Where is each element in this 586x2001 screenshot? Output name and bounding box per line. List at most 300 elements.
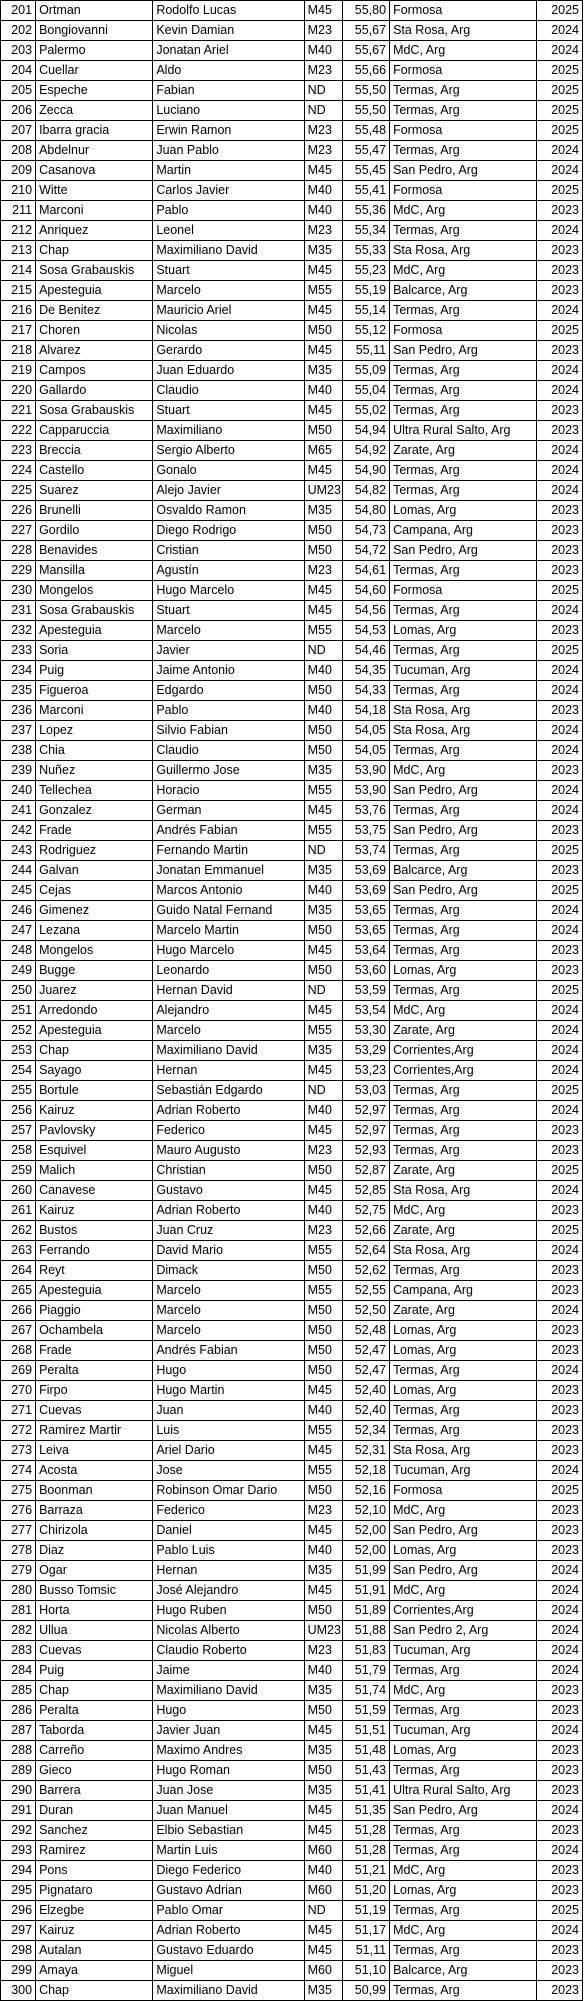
table-row <box>1 681 583 701</box>
year-cell: 2024 <box>536 1001 582 1021</box>
year-cell: 2024 <box>536 1641 582 1661</box>
rank-cell: 236 <box>1 701 36 721</box>
location-cell: Termas, Arg <box>390 381 537 401</box>
year-cell: 2025 <box>536 1221 582 1241</box>
location-cell: Lomas, Arg <box>390 501 537 521</box>
name-cell: Maximiliano David <box>153 1041 304 1061</box>
location-cell: Ultra Rural Salto, Arg <box>390 1781 537 1801</box>
table-row <box>1 961 583 981</box>
location-cell: Sta Rosa, Arg <box>390 721 537 741</box>
category-cell: M40 <box>304 1541 342 1561</box>
category-cell: ND <box>304 81 342 101</box>
name-cell: Adrian Roberto <box>153 1101 304 1121</box>
name-cell: Silvio Fabian <box>153 721 304 741</box>
location-cell: Lomas, Arg <box>390 961 537 981</box>
category-cell: M45 <box>304 581 342 601</box>
rank-cell: 278 <box>1 1541 36 1561</box>
year-cell: 2024 <box>536 41 582 61</box>
location-cell: MdC, Arg <box>390 201 537 221</box>
year-cell: 2023 <box>536 1281 582 1301</box>
name-cell: Sergio Alberto <box>153 441 304 461</box>
location-cell: MdC, Arg <box>390 1681 537 1701</box>
name-cell: Leonardo <box>153 961 304 981</box>
category-cell: M55 <box>304 1241 342 1261</box>
year-cell: 2023 <box>536 941 582 961</box>
table-row <box>1 1661 583 1681</box>
surname-cell: Taborda <box>36 1721 153 1741</box>
table-row <box>1 1381 583 1401</box>
surname-cell: Puig <box>36 661 153 681</box>
year-cell: 2023 <box>536 1881 582 1901</box>
surname-cell: Sosa Grabauskis <box>36 401 153 421</box>
name-cell: Stuart <box>153 601 304 621</box>
mark-cell: 52,18 <box>342 1461 389 1481</box>
rank-cell: 289 <box>1 1761 36 1781</box>
location-cell: Termas, Arg <box>390 601 537 621</box>
location-cell: Termas, Arg <box>390 1761 537 1781</box>
category-cell: M35 <box>304 501 342 521</box>
location-cell: San Pedro, Arg <box>390 821 537 841</box>
mark-cell: 52,87 <box>342 1161 389 1181</box>
mark-cell: 53,74 <box>342 841 389 861</box>
table-row <box>1 481 583 501</box>
category-cell: UM23 <box>304 1621 342 1641</box>
category-cell: M35 <box>304 1981 342 2001</box>
mark-cell: 52,66 <box>342 1221 389 1241</box>
category-cell: M65 <box>304 441 342 461</box>
name-cell: Gustavo Adrian <box>153 1881 304 1901</box>
location-cell: San Pedro, Arg <box>390 781 537 801</box>
name-cell: Guillermo Jose <box>153 761 304 781</box>
category-cell: M45 <box>304 461 342 481</box>
location-cell: Termas, Arg <box>390 1841 537 1861</box>
table-row <box>1 341 583 361</box>
table-row <box>1 1261 583 1281</box>
mark-cell: 53,60 <box>342 961 389 981</box>
location-cell: Termas, Arg <box>390 401 537 421</box>
mark-cell: 52,47 <box>342 1361 389 1381</box>
year-cell: 2024 <box>536 921 582 941</box>
surname-cell: Capparuccia <box>36 421 153 441</box>
name-cell: Hugo Roman <box>153 1761 304 1781</box>
rank-cell: 228 <box>1 541 36 561</box>
table-row <box>1 1941 583 1961</box>
surname-cell: Espeche <box>36 81 153 101</box>
category-cell: M23 <box>304 61 342 81</box>
category-cell: M55 <box>304 1461 342 1481</box>
name-cell: Elbio Sebastian <box>153 1821 304 1841</box>
rank-cell: 208 <box>1 141 36 161</box>
table-row <box>1 1101 583 1121</box>
location-cell: Campana, Arg <box>390 1281 537 1301</box>
location-cell: Sta Rosa, Arg <box>390 1241 537 1261</box>
surname-cell: Rodriguez <box>36 841 153 861</box>
location-cell: Zarate, Arg <box>390 1161 537 1181</box>
rank-cell: 268 <box>1 1341 36 1361</box>
rank-cell: 225 <box>1 481 36 501</box>
year-cell: 2023 <box>536 401 582 421</box>
mark-cell: 52,10 <box>342 1501 389 1521</box>
location-cell: Sta Rosa, Arg <box>390 701 537 721</box>
surname-cell: Reyt <box>36 1261 153 1281</box>
year-cell: 2024 <box>536 21 582 41</box>
surname-cell: Acosta <box>36 1461 153 1481</box>
location-cell: MdC, Arg <box>390 1921 537 1941</box>
rank-cell: 207 <box>1 121 36 141</box>
surname-cell: Pavlovsky <box>36 1121 153 1141</box>
table-row <box>1 81 583 101</box>
table-row <box>1 361 583 381</box>
mark-cell: 51,28 <box>342 1821 389 1841</box>
name-cell: Marcelo <box>153 1021 304 1041</box>
mark-cell: 55,12 <box>342 321 389 341</box>
name-cell: Hugo <box>153 1361 304 1381</box>
table-row <box>1 421 583 441</box>
rank-cell: 247 <box>1 921 36 941</box>
surname-cell: Gonzalez <box>36 801 153 821</box>
name-cell: Hernan <box>153 1061 304 1081</box>
category-cell: M45 <box>304 1181 342 1201</box>
mark-cell: 52,16 <box>342 1481 389 1501</box>
table-row <box>1 61 583 81</box>
surname-cell: Duran <box>36 1801 153 1821</box>
rank-cell: 241 <box>1 801 36 821</box>
location-cell: Termas, Arg <box>390 561 537 581</box>
mark-cell: 54,82 <box>342 481 389 501</box>
location-cell: Termas, Arg <box>390 1421 537 1441</box>
name-cell: Marcelo <box>153 1321 304 1341</box>
mark-cell: 54,92 <box>342 441 389 461</box>
category-cell: M60 <box>304 1881 342 1901</box>
year-cell: 2024 <box>536 1061 582 1081</box>
table-row <box>1 281 583 301</box>
location-cell: MdC, Arg <box>390 1001 537 1021</box>
mark-cell: 53,76 <box>342 801 389 821</box>
mark-cell: 54,60 <box>342 581 389 601</box>
mark-cell: 54,33 <box>342 681 389 701</box>
mark-cell: 51,10 <box>342 1961 389 1981</box>
table-row <box>1 1141 583 1161</box>
location-cell: MdC, Arg <box>390 41 537 61</box>
rank-cell: 246 <box>1 901 36 921</box>
surname-cell: Elzegbe <box>36 1901 153 1921</box>
rank-cell: 219 <box>1 361 36 381</box>
category-cell: M50 <box>304 1261 342 1281</box>
category-cell: M45 <box>304 1441 342 1461</box>
year-cell: 2024 <box>536 1661 582 1681</box>
name-cell: Martin <box>153 161 304 181</box>
location-cell: MdC, Arg <box>390 1501 537 1521</box>
year-cell: 2023 <box>536 1701 582 1721</box>
location-cell: Corrientes,Arg <box>390 1041 537 1061</box>
rank-cell: 283 <box>1 1641 36 1661</box>
surname-cell: Ramirez <box>36 1841 153 1861</box>
year-cell: 2024 <box>536 1621 582 1641</box>
year-cell: 2024 <box>536 1721 582 1741</box>
rank-cell: 298 <box>1 1941 36 1961</box>
year-cell: 2024 <box>536 1041 582 1061</box>
year-cell: 2024 <box>536 781 582 801</box>
surname-cell: Ibarra gracia <box>36 121 153 141</box>
mark-cell: 53,90 <box>342 781 389 801</box>
name-cell: Luis <box>153 1421 304 1441</box>
name-cell: Javier Juan <box>153 1721 304 1741</box>
category-cell: M35 <box>304 861 342 881</box>
rank-cell: 269 <box>1 1361 36 1381</box>
rank-cell: 296 <box>1 1901 36 1921</box>
location-cell: Tucuman, Arg <box>390 1721 537 1741</box>
mark-cell: 54,05 <box>342 741 389 761</box>
location-cell: Termas, Arg <box>390 221 537 241</box>
name-cell: Diego Federico <box>153 1861 304 1881</box>
mark-cell: 53,69 <box>342 861 389 881</box>
rank-cell: 248 <box>1 941 36 961</box>
location-cell: Ultra Rural Salto, Arg <box>390 421 537 441</box>
location-cell: San Pedro, Arg <box>390 1521 537 1541</box>
year-cell: 2024 <box>536 901 582 921</box>
mark-cell: 55,34 <box>342 221 389 241</box>
surname-cell: Chap <box>36 1681 153 1701</box>
category-cell: M60 <box>304 1961 342 1981</box>
name-cell: Hugo <box>153 1701 304 1721</box>
mark-cell: 51,19 <box>342 1901 389 1921</box>
name-cell: Aldo <box>153 61 304 81</box>
category-cell: M45 <box>304 1721 342 1741</box>
name-cell: Hugo Marcelo <box>153 581 304 601</box>
surname-cell: Marconi <box>36 201 153 221</box>
category-cell: M45 <box>304 941 342 961</box>
location-cell: San Pedro, Arg <box>390 161 537 181</box>
surname-cell: Campos <box>36 361 153 381</box>
mark-cell: 53,90 <box>342 761 389 781</box>
mark-cell: 54,46 <box>342 641 389 661</box>
surname-cell: Ortman <box>36 1 153 21</box>
mark-cell: 54,72 <box>342 541 389 561</box>
mark-cell: 55,48 <box>342 121 389 141</box>
category-cell: M23 <box>304 1221 342 1241</box>
rank-cell: 292 <box>1 1821 36 1841</box>
location-cell: Termas, Arg <box>390 1701 537 1721</box>
table-row <box>1 461 583 481</box>
table-row <box>1 1181 583 1201</box>
mark-cell: 51,88 <box>342 1621 389 1641</box>
category-cell: M45 <box>304 601 342 621</box>
category-cell: M50 <box>304 1341 342 1361</box>
surname-cell: Barrera <box>36 1781 153 1801</box>
year-cell: 2024 <box>536 441 582 461</box>
rank-cell: 287 <box>1 1721 36 1741</box>
name-cell: Sebastián Edgardo <box>153 1081 304 1101</box>
table-row <box>1 741 583 761</box>
surname-cell: Ochambela <box>36 1321 153 1341</box>
year-cell: 2023 <box>536 1741 582 1761</box>
surname-cell: Marconi <box>36 701 153 721</box>
year-cell: 2023 <box>536 1421 582 1441</box>
category-cell: M45 <box>304 261 342 281</box>
surname-cell: Pons <box>36 1861 153 1881</box>
table-row <box>1 381 583 401</box>
name-cell: Christian <box>153 1161 304 1181</box>
name-cell: Diego Rodrigo <box>153 521 304 541</box>
location-cell: San Pedro, Arg <box>390 1801 537 1821</box>
category-cell: ND <box>304 1081 342 1101</box>
table-row <box>1 1541 583 1561</box>
name-cell: Hugo Ruben <box>153 1601 304 1621</box>
surname-cell: Chap <box>36 241 153 261</box>
rank-cell: 245 <box>1 881 36 901</box>
rank-cell: 265 <box>1 1281 36 1301</box>
rank-cell: 261 <box>1 1201 36 1221</box>
mark-cell: 53,54 <box>342 1001 389 1021</box>
table-row <box>1 1741 583 1761</box>
location-cell: Termas, Arg <box>390 841 537 861</box>
surname-cell: Soria <box>36 641 153 661</box>
table-row <box>1 1781 583 1801</box>
year-cell: 2023 <box>536 521 582 541</box>
name-cell: Gustavo Eduardo <box>153 1941 304 1961</box>
mark-cell: 54,53 <box>342 621 389 641</box>
mark-cell: 53,65 <box>342 921 389 941</box>
surname-cell: Chirizola <box>36 1521 153 1541</box>
surname-cell: Gordilo <box>36 521 153 541</box>
mark-cell: 52,62 <box>342 1261 389 1281</box>
rank-cell: 242 <box>1 821 36 841</box>
category-cell: ND <box>304 841 342 861</box>
category-cell: M50 <box>304 321 342 341</box>
surname-cell: Castello <box>36 461 153 481</box>
year-cell: 2023 <box>536 861 582 881</box>
surname-cell: Gallardo <box>36 381 153 401</box>
year-cell: 2023 <box>536 201 582 221</box>
location-cell: MdC, Arg <box>390 1201 537 1221</box>
rank-cell: 277 <box>1 1521 36 1541</box>
rank-cell: 216 <box>1 301 36 321</box>
name-cell: Erwin Ramon <box>153 121 304 141</box>
surname-cell: Diaz <box>36 1541 153 1561</box>
year-cell: 2025 <box>536 1 582 21</box>
surname-cell: Figueroa <box>36 681 153 701</box>
name-cell: Marcelo <box>153 1281 304 1301</box>
category-cell: M23 <box>304 141 342 161</box>
rank-cell: 259 <box>1 1161 36 1181</box>
mark-cell: 53,29 <box>342 1041 389 1061</box>
rank-cell: 237 <box>1 721 36 741</box>
surname-cell: Apesteguia <box>36 1021 153 1041</box>
category-cell: M35 <box>304 761 342 781</box>
mark-cell: 51,35 <box>342 1801 389 1821</box>
mark-cell: 51,51 <box>342 1721 389 1741</box>
location-cell: Termas, Arg <box>390 1141 537 1161</box>
surname-cell: Palermo <box>36 41 153 61</box>
table-row <box>1 1701 583 1721</box>
year-cell: 2023 <box>536 1961 582 1981</box>
surname-cell: Lopez <box>36 721 153 741</box>
year-cell: 2023 <box>536 421 582 441</box>
location-cell: Tucuman, Arg <box>390 1461 537 1481</box>
surname-cell: Gimenez <box>36 901 153 921</box>
name-cell: Dimack <box>153 1261 304 1281</box>
name-cell: Maximiliano <box>153 421 304 441</box>
surname-cell: Arredondo <box>36 1001 153 1021</box>
category-cell: ND <box>304 641 342 661</box>
mark-cell: 50,99 <box>342 1981 389 2001</box>
table-row <box>1 1001 583 1021</box>
year-cell: 2025 <box>536 841 582 861</box>
year-cell: 2024 <box>536 1921 582 1941</box>
name-cell: Marcelo <box>153 1301 304 1321</box>
surname-cell: Cejas <box>36 881 153 901</box>
name-cell: Adrian Roberto <box>153 1921 304 1941</box>
year-cell: 2023 <box>536 1681 582 1701</box>
category-cell: M50 <box>304 521 342 541</box>
rank-cell: 204 <box>1 61 36 81</box>
year-cell: 2025 <box>536 641 582 661</box>
name-cell: Mauricio Ariel <box>153 301 304 321</box>
rank-cell: 220 <box>1 381 36 401</box>
table-row <box>1 1341 583 1361</box>
category-cell: M55 <box>304 1281 342 1301</box>
location-cell: Lomas, Arg <box>390 1321 537 1341</box>
year-cell: 2025 <box>536 1901 582 1921</box>
name-cell: Daniel <box>153 1521 304 1541</box>
location-cell: Lomas, Arg <box>390 621 537 641</box>
category-cell: M45 <box>304 301 342 321</box>
mark-cell: 51,83 <box>342 1641 389 1661</box>
name-cell: Nicolas <box>153 321 304 341</box>
table-row <box>1 501 583 521</box>
year-cell: 2023 <box>536 1441 582 1461</box>
table-row <box>1 761 583 781</box>
table-row <box>1 601 583 621</box>
category-cell: M35 <box>304 1681 342 1701</box>
location-cell: Termas, Arg <box>390 1821 537 1841</box>
category-cell: M45 <box>304 401 342 421</box>
name-cell: Hernan <box>153 1561 304 1581</box>
name-cell: Carlos Javier <box>153 181 304 201</box>
category-cell: M40 <box>304 701 342 721</box>
table-row <box>1 1041 583 1061</box>
location-cell: MdC, Arg <box>390 261 537 281</box>
location-cell: Termas, Arg <box>390 481 537 501</box>
location-cell: Sta Rosa, Arg <box>390 1441 537 1461</box>
rank-cell: 300 <box>1 1981 36 2001</box>
table-row <box>1 1801 583 1821</box>
category-cell: M45 <box>304 1941 342 1961</box>
surname-cell: Sosa Grabauskis <box>36 601 153 621</box>
surname-cell: Cuevas <box>36 1401 153 1421</box>
rank-cell: 281 <box>1 1601 36 1621</box>
mark-cell: 51,89 <box>342 1601 389 1621</box>
name-cell: Federico <box>153 1121 304 1141</box>
name-cell: Pablo <box>153 701 304 721</box>
name-cell: German <box>153 801 304 821</box>
name-cell: Horacio <box>153 781 304 801</box>
category-cell: M50 <box>304 1161 342 1181</box>
year-cell: 2023 <box>536 1781 582 1801</box>
rank-cell: 213 <box>1 241 36 261</box>
mark-cell: 53,75 <box>342 821 389 841</box>
mark-cell: 52,55 <box>342 1281 389 1301</box>
name-cell: Leonel <box>153 221 304 241</box>
rank-cell: 250 <box>1 981 36 1001</box>
name-cell: Maximo Andres <box>153 1741 304 1761</box>
surname-cell: Sosa Grabauskis <box>36 261 153 281</box>
location-cell: Campana, Arg <box>390 521 537 541</box>
name-cell: Agustín <box>153 561 304 581</box>
category-cell: M35 <box>304 1741 342 1761</box>
mark-cell: 52,97 <box>342 1101 389 1121</box>
year-cell: 2023 <box>536 821 582 841</box>
